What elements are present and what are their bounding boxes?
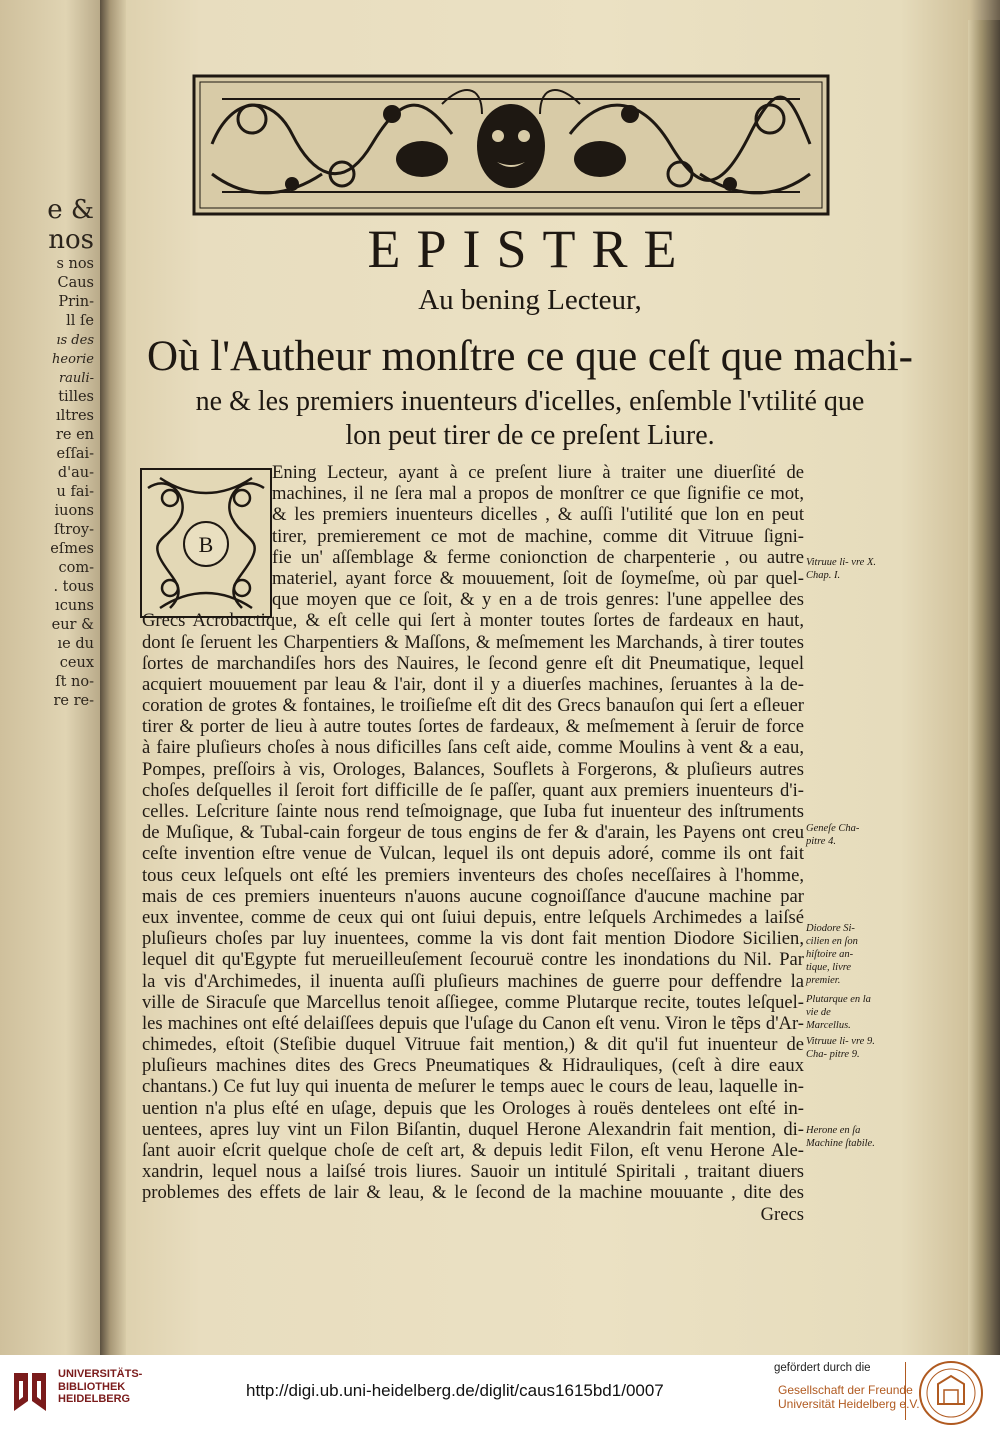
text-line: chantans.) Ce fut luy qui inuenta de meſurer le temps auec le cours de leau, laquelle in-: [142, 1076, 804, 1098]
library-name[interactable]: [58, 1368, 142, 1406]
text-line: pluſieurs choſes par luy inuentees, comme la vis dont fait mention Diodore Sicilien,: [142, 928, 804, 950]
text-line: ſant auoir eſcrit quelque choſe de ceſt art, & depuis ledit Filon, eſt venu Herone Ale-: [142, 1140, 804, 1161]
text-line: pluſieurs machines dites des Grecs Pneumatiques & Hidrauliques, (ceſt à dire eaux: [142, 1055, 804, 1077]
text-line: eux inventee, comme de ceux qui ont ſuiui depuis, entre leſquels Archimedes a laiſsé: [142, 906, 804, 928]
facing-page-line: Prin-: [58, 294, 94, 310]
book-gutter: [100, 0, 126, 1355]
library-name-line: HEIDELBERG: [58, 1393, 131, 1405]
facing-page-line: ıcuns: [55, 598, 94, 614]
text-line: tous ceux leſquels ont eſté les premiers inventeurs des choſes neceſſaires à l'homme,: [142, 864, 804, 886]
facing-page-edge: [0, 0, 110, 1355]
facing-page-line: heorie: [52, 352, 94, 367]
facing-page-line: u fai-: [56, 484, 94, 500]
society-name-line: Universität Heidelberg e.V.: [778, 1397, 920, 1411]
permalink-url[interactable]: http://digi.ub.uni-heidelberg.de/diglit/caus1615bd1/0007: [246, 1381, 664, 1400]
text-line: coration de grotes & fontaines, le troiſieſme eſt dit des Grecs banauſon qui ſert a eſleuer: [142, 695, 804, 717]
facing-page-line: e &: [47, 195, 94, 225]
text-line: tirer, premierement ce mot de machine, comme dit Vitruue ſigni-: [272, 525, 804, 547]
society-name[interactable]: [778, 1383, 920, 1411]
text-line: Grecs Acrobactique, & eſt celle qui ſert à monter toutes ſortes de fardeaux en haut,: [142, 610, 804, 632]
text-line: acquiert mouuement par leau & l'air, dont il y a diuerſes machines, ſeruantes à la de-: [142, 673, 804, 695]
facing-page-line: re en: [55, 427, 94, 443]
facing-page-line: ſt no-: [55, 674, 94, 690]
facing-page-line: . tous: [53, 579, 94, 595]
text-line: Ening Lecteur, ayant à ce preſent liure à traiter une diuerſité de: [272, 462, 804, 483]
ornamental-headpiece: [192, 74, 830, 216]
facing-page-line: ıe du: [57, 636, 94, 652]
text-line: uentees, apres luy vint un Filon Biſantin, duquel Herone Alexandrin fait mention, di-: [142, 1118, 804, 1140]
body-text: [142, 462, 804, 1225]
facing-page-line: eſſai-: [56, 446, 94, 462]
funded-by-label: gefördert durch die: [774, 1362, 871, 1374]
facing-page-line: s nos: [56, 256, 94, 272]
facing-page-line: eſmes: [50, 541, 94, 557]
text-line: chimedes, eſtoit (Steſibie duquel Vitruue fait mention,) & dit qu'il fut inuenteur de: [142, 1034, 804, 1056]
text-line: que moyen que ce ſoit, & y en a de trois genres: l'une appellee des: [272, 589, 804, 611]
society-seal-icon: [918, 1360, 984, 1426]
facing-page-line: rauli-: [58, 371, 94, 386]
text-line: materiel, ayant force & mouuement, ſoit de ſoymeſme, où par quel-: [272, 567, 804, 589]
facing-page-line: ll ſe: [66, 313, 94, 329]
facing-page-line: ıltres: [55, 408, 94, 424]
facing-page-line: nos: [48, 225, 94, 255]
library-name-line: BIBLIOTHEK: [58, 1380, 126, 1393]
text-line: à faire pluſieurs choſes à nous dificilles ſans ceſt aide, comme Moulins à vent & a eau,: [142, 737, 804, 759]
page-title: EPISTRE: [367, 219, 693, 279]
facing-page-line: d'au-: [57, 465, 94, 481]
text-line: machines, il ne ſera mal a propos de monſtrer ce que ſignifie ce mot,: [272, 483, 804, 505]
text-line: de Muſique, & Tubal-cain forgeur de tous engins de fer & d'arain, les Payens ont creu: [142, 822, 804, 844]
heading-line-1: Où l'Autheur monſtre ce que ceſt que machi-: [147, 333, 913, 380]
text-line: ceſte invention eſtre venue de Vulcan, lequel ils ont depuis adoré, comme ils ont fait: [142, 843, 804, 865]
library-logo-icon: [10, 1367, 54, 1415]
text-line: lequel dit qu'Egypte fut merueilleuſement ſecouruë contre les inondations du Nil. Par: [142, 949, 804, 971]
library-name-line: UNIVERSITÄTS-: [58, 1368, 143, 1380]
margin-note: Vitruue li- vre 9. Cha- pitre 9.: [806, 1036, 875, 1060]
facing-page-line: re re-: [53, 693, 94, 709]
facing-page-line: eur &: [51, 617, 94, 633]
text-line: uention n'a plus eſté en uſage, depuis que les Orologes à rouës dentelees ont eſté in-: [142, 1097, 804, 1119]
page-subtitle: Au bening Lecteur,: [418, 284, 642, 316]
society-name-line: Gesellschaft der Freunde: [778, 1383, 913, 1397]
initial-letter: B: [198, 532, 214, 557]
facing-page-line: ſtroy-: [54, 522, 94, 538]
facing-page-line: ıs des: [56, 333, 94, 348]
text-line: mais de ces premiers inuenteurs n'auons aucune cognoiſſance d'aucune machine par: [142, 885, 804, 907]
heading-line-2: ne & les premiers inuenteurs d'icelles, enſemble l'vtilité que: [195, 386, 865, 417]
text-line: Pompes, preſſoirs à vis, Orologes, Balances, Souflets à Forgerons, & pluſieurs autres: [142, 758, 804, 780]
facing-page-line: com-: [58, 560, 94, 576]
facing-page-line: Caus: [57, 275, 94, 291]
facing-page-text: [4, 195, 94, 711]
margin-note: Plutarque en la vie de Marcellus.: [806, 994, 871, 1031]
text-line: fie un' aſſemblage & ferme conionction de charpenterie , ou autre: [272, 546, 804, 568]
text-line: dont ſe ſeruent les Charpentiers & Maſſons, & meſmement les Marchands, à tirer toutes: [142, 631, 804, 653]
facing-page-line: ceux: [59, 655, 94, 671]
heading-line-3: lon peut tirer de ce preſent Liure.: [345, 420, 715, 451]
facing-page-line: tilles: [58, 389, 94, 405]
margin-note: Herone en ſa Machine ſtabile.: [806, 1125, 875, 1149]
margin-note: Diodore Si- cilien en ſon hiſtoire an- tique, livre premier.: [806, 923, 858, 986]
margin-note: Geneſe Cha- pitre 4.: [806, 823, 860, 847]
text-line: la vis d'Archimedes, il inuenta auſſi pluſieurs machines de guerre pour deffendre la: [142, 970, 804, 992]
text-line: & les premiers inuenteurs dicelles , & auſſi l'utilité que lon en peut: [272, 504, 804, 526]
text-line: les machines ont eſté delaiſſees depuis que l'uſage du Canon eſt venu. Viron le tẽps d'Ar-: [142, 1012, 804, 1034]
text-line: ville de Siracuſe que Marcellus tenoit aſſiegee, comme Plutarque recite, toutes leſquel-: [142, 991, 804, 1013]
text-line: celles. Leſcriture ſainte nous rend teſmoignage, que Iuba fut inuenteur des inſtruments: [142, 801, 804, 822]
text-line: ſortes de marchandiſes hors des Nauires, le ſecond genre eſt dit Pneumatique, lequel: [142, 652, 804, 674]
margin-note: Vitruue li- vre X. Chap. I.: [806, 557, 876, 581]
text-line: choſes deſquelles il ſeroit fort difficille de ſe paſſer, quant aux premiers inuenteurs d'i-: [142, 779, 804, 801]
facing-page-line: iuons: [54, 503, 94, 519]
catchword: Grecs: [760, 1203, 804, 1225]
page-edge-shadow: [968, 20, 1000, 1355]
text-line: problemes des effets de lair & leau, & le ſecond de la machine mouuante , dite des: [142, 1182, 804, 1204]
text-line: tirer & porter de lieu à autre toutes ſortes de fardeaux, & meſmement à ſeruir de force: [142, 716, 804, 738]
text-line: xandrin, lequel nous a laiſsé trois liures. Sauoir un intitulé Spiritali , traitant diuers: [142, 1161, 804, 1183]
